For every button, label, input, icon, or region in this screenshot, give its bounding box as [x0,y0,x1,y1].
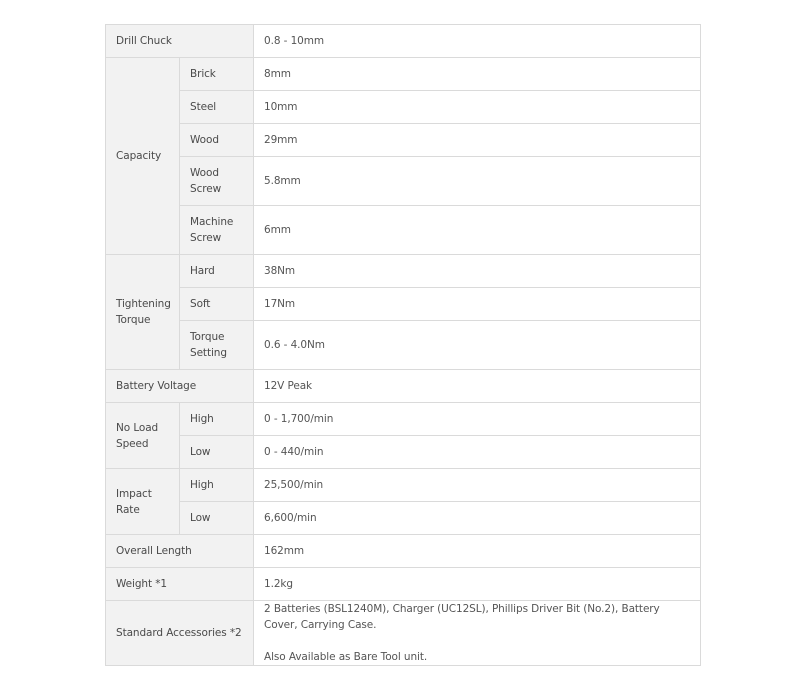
row-capacity-wood-screw [106,157,701,206]
row-torque-soft [106,288,701,321]
value-no-load-speed-high: 0 - 1,700/min [254,403,701,436]
label-tightening-torque: Tightening Torque [106,255,180,370]
label-torque-setting: Torque Setting [180,321,254,370]
value-torque-soft: 17Nm [254,288,701,321]
row-no-load-speed-low [106,436,701,469]
row-weight [106,568,701,601]
value-capacity-brick: 8mm [254,58,701,91]
spec-table [105,24,701,666]
row-drill-chuck [106,25,701,58]
value-capacity-steel: 10mm [254,91,701,124]
label-no-load-speed: No Load Speed [106,403,180,469]
label-impact-rate-high: High [180,469,254,502]
value-drill-chuck: 0.8 - 10mm [254,25,701,58]
row-no-load-speed-high [106,403,701,436]
row-capacity-machine-screw [106,206,701,255]
label-standard-accessories: Standard Accessories *2 [106,601,254,666]
row-impact-rate-low [106,502,701,535]
bare-tool-note: Also Available as Bare Tool unit. [264,651,428,663]
value-overall-length: 162mm [254,535,701,568]
label-no-load-speed-low: Low [180,436,254,469]
value-no-load-speed-low: 0 - 440/min [254,436,701,469]
label-capacity-brick: Brick [180,58,254,91]
label-weight: Weight *1 [106,568,254,601]
value-impact-rate-high: 25,500/min [254,469,701,502]
label-no-load-speed-high: High [180,403,254,436]
label-torque-hard: Hard [180,255,254,288]
label-drill-chuck: Drill Chuck [106,25,254,58]
row-standard-accessories [106,601,701,666]
label-capacity-wood: Wood [180,124,254,157]
label-impact-rate-low: Low [180,502,254,535]
value-capacity-wood: 29mm [254,124,701,157]
value-capacity-machine-screw: 6mm [254,206,701,255]
value-battery-voltage: 12V Peak [254,370,701,403]
value-weight: 1.2kg [254,568,701,601]
row-capacity-brick [106,58,701,91]
accessories-list: 2 Batteries (BSL1240M), Charger (UC12SL), Phillips Driver Bit (No.2), Battery Cover, Carrying Case. [264,603,660,631]
row-capacity-steel [106,91,701,124]
value-impact-rate-low: 6,600/min [254,502,701,535]
label-capacity-steel: Steel [180,91,254,124]
value-torque-hard: 38Nm [254,255,701,288]
row-torque-hard [106,255,701,288]
label-capacity: Capacity [106,58,180,255]
label-impact-rate: Impact Rate [106,469,180,535]
row-battery-voltage [106,370,701,403]
label-overall-length: Overall Length [106,535,254,568]
row-impact-rate-high [106,469,701,502]
value-standard-accessories [254,601,701,666]
value-capacity-wood-screw: 5.8mm [254,157,701,206]
label-capacity-wood-screw: Wood Screw [180,157,254,206]
row-capacity-wood [106,124,701,157]
label-battery-voltage: Battery Voltage [106,370,254,403]
label-capacity-machine-screw: Machine Screw [180,206,254,255]
row-overall-length [106,535,701,568]
value-torque-setting: 0.6 - 4.0Nm [254,321,701,370]
row-torque-setting [106,321,701,370]
label-torque-soft: Soft [180,288,254,321]
